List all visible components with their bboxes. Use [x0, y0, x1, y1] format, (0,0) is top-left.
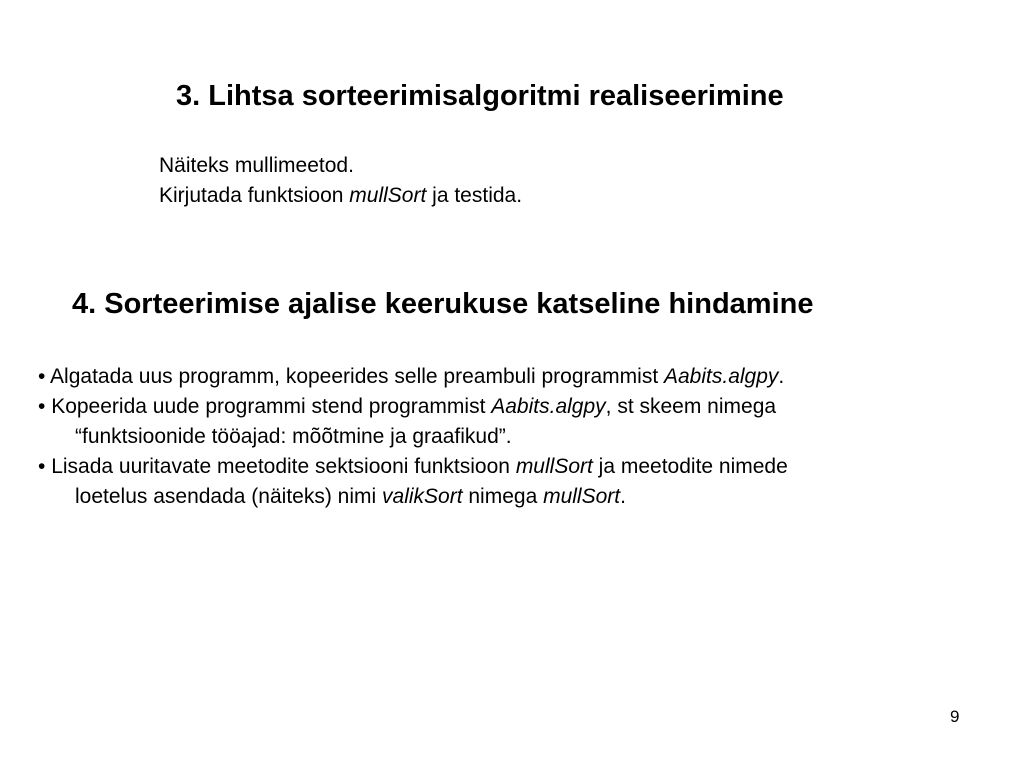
bullet-item-1 — [38, 362, 998, 392]
bullet-3-old-name: valikSort — [382, 485, 463, 508]
bullet-3-cont-suffix: . — [620, 485, 626, 508]
bullet-marker: • — [38, 455, 46, 478]
bullet-3-cont-mid: nimega — [462, 485, 544, 508]
bullet-3-new-name: mullSort — [543, 485, 621, 508]
bullet-item-2 — [38, 392, 998, 422]
bullet-1-program-name: Aabits.algpy — [664, 365, 779, 388]
page-number: 9 — [950, 707, 960, 726]
section-3-intro — [159, 151, 522, 211]
bullet-3-mid: ja meetodite nimede — [592, 455, 788, 478]
bullet-3-cont-text: loetelus asendada (näiteks) nimi — [75, 485, 383, 508]
bullet-3-function-name: mullSort — [515, 455, 593, 478]
bullet-3-continuation — [38, 482, 998, 512]
bullet-2-text: Kopeerida uude programmi stend programmist — [45, 395, 492, 418]
intro-line-1: Näiteks mullimeetod. — [159, 154, 354, 177]
bullet-1-text: Algatada uus programm, kopeerides selle preambuli programmist — [45, 365, 664, 388]
section-4-bullet-list — [38, 362, 998, 512]
bullet-item-3 — [38, 452, 998, 482]
bullet-3-text: Lisada uuritavate meetodite sektsiooni funktsioon — [45, 455, 516, 478]
bullet-marker: • — [38, 365, 46, 388]
intro-line-2 — [159, 181, 522, 211]
section-3-title: 3. Lihtsa sorteerimisalgoritmi realiseerimine — [176, 80, 784, 112]
bullet-marker: • — [38, 395, 46, 418]
bullet-2-suffix: , st skeem nimega — [605, 395, 777, 418]
section-4-title: 4. Sorteerimise ajalise keerukuse katseline hindamine — [72, 288, 814, 320]
bullet-2-program-name: Aabits.algpy — [491, 395, 606, 418]
bullet-1-suffix: . — [778, 365, 785, 388]
intro-line-2-prefix: Kirjutada funktsioon — [159, 184, 350, 207]
function-name-mullsort: mullSort — [349, 184, 427, 207]
intro-line-2-suffix: ja testida. — [426, 184, 523, 207]
bullet-2-continuation: “funktsioonide tööajad: mõõtmine ja graafikud”. — [75, 425, 512, 448]
